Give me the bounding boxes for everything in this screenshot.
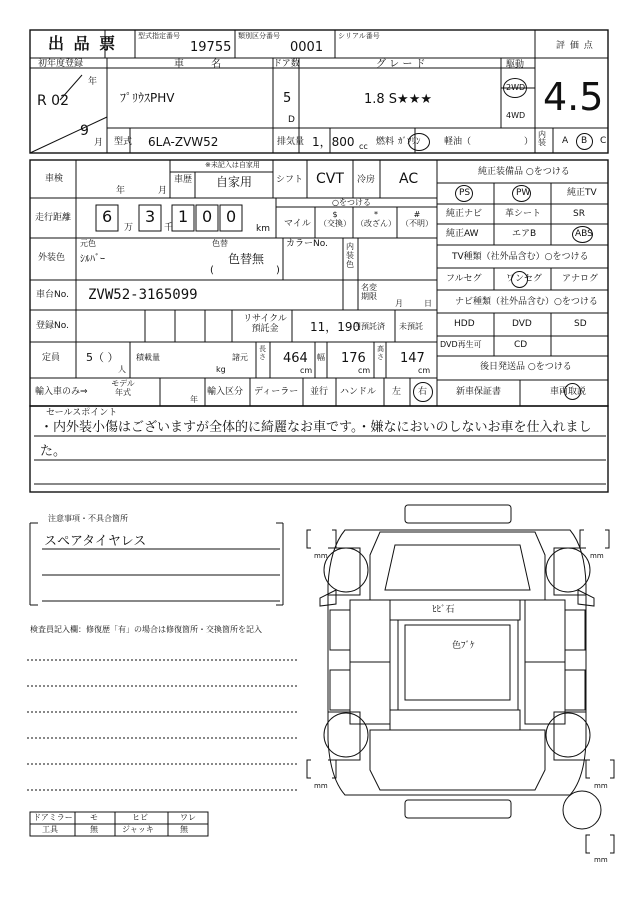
equip-sr: SR [573, 209, 585, 219]
door-type: D [288, 115, 295, 125]
name-change-month: 月 [395, 299, 403, 308]
sales-point-line-1: ・内外装小傷はございますが全体的に綺麗なお車です。・嫌なにおいのしないお車を仕入れまし [40, 420, 592, 435]
orig-color-label: 元色 [80, 239, 96, 248]
width-unit: cm [358, 366, 371, 375]
interior-color-label: 内装色 [346, 242, 354, 269]
color-no-label: カラーNo. [286, 239, 328, 249]
mm-rear-left: mm [314, 782, 328, 790]
equip-pw-circle [512, 185, 531, 202]
cd-label: CD [514, 340, 528, 350]
notes-line-1: スペアタイヤレス [44, 534, 147, 549]
mileage-digit-3: 1 [178, 207, 189, 226]
load-label: 積載量 [136, 353, 160, 362]
fuel-close: ） [524, 137, 534, 147]
tv-oneseg-circle [511, 271, 528, 288]
doors-label: ドア数 [273, 59, 300, 69]
mileage-digit-4: 0 [202, 207, 213, 226]
height-value: 147 [400, 351, 425, 366]
history-note: ※未記入は自家用 [205, 161, 260, 169]
month-unit: 月 [94, 138, 104, 148]
legend-tool: 工具 [42, 825, 58, 834]
length-unit: cm [300, 366, 313, 375]
import-year-unit: 年 [190, 395, 198, 404]
capacity-label: 定員 [42, 353, 61, 363]
drive-4wd: 4WD [506, 111, 526, 120]
name-change-day: 日 [424, 299, 432, 308]
capacity-unit: 人 [118, 365, 126, 374]
shift-label: シフト [276, 175, 304, 185]
car-name-label: 車 名 [174, 59, 234, 70]
shaken-month-unit: 月 [158, 186, 168, 196]
recycle-value: 11，190 [310, 320, 361, 334]
interior-b: B [581, 136, 588, 146]
width-value: 176 [341, 351, 366, 366]
equip-navi: 純正ナビ [446, 209, 483, 219]
recycle-unit: 円預託済 [353, 322, 385, 331]
ac-label: 冷房 [357, 175, 376, 185]
history-label: 車歴 [174, 175, 193, 185]
glass-chip-note: ﾋﾋﾞ石 [432, 605, 455, 615]
equip-abs: ABS [575, 229, 593, 239]
name-change-label: 名変期限 [361, 283, 377, 301]
shaken-label: 車検 [45, 174, 64, 184]
fuel-gasoline-circle [408, 133, 430, 151]
paint-note: 色ﾌﾞｹ [452, 641, 475, 651]
tamper-label: * （改ざん） [356, 210, 396, 229]
mileage-digit-5: 0 [226, 207, 237, 226]
mm-front-right: mm [590, 552, 604, 560]
interior-c: C [600, 136, 607, 146]
chassis-label: 車台No. [36, 290, 69, 300]
equip-aw: 純正AW [446, 229, 479, 239]
sen-unit: 千 [164, 223, 174, 233]
model-no: 19755 [190, 40, 232, 55]
equip-pw: PW [516, 188, 531, 198]
legend-doormirror: ドアミラー [33, 813, 73, 822]
repaint-label: 色替 [212, 239, 228, 248]
sales-point-line-2: た。 [40, 444, 67, 459]
warranty-label: 新車保証書 [456, 387, 502, 397]
length-label: 長さ [259, 345, 266, 361]
dims-label: 諸元 [232, 353, 248, 362]
color-row-label: 外装色 [38, 253, 66, 263]
recycle-pending: 未預託 [399, 322, 423, 331]
equip-abs-circle [572, 226, 593, 243]
score-label: 評 価 点 [556, 41, 594, 51]
mileage-digit-2: 3 [145, 207, 156, 226]
legend-ware: ワレ [180, 813, 196, 822]
navi-dvd: DVD [512, 319, 532, 329]
km-unit: km [256, 224, 270, 234]
score-value: 4.5 [543, 75, 604, 119]
form-title: 出 品 票 [48, 34, 118, 53]
legend-jack-value: 無 [180, 825, 188, 834]
navi-sd: SD [574, 319, 587, 329]
orig-color: ｼﾙﾊﾞｰ [80, 254, 105, 265]
handle-right-circle [413, 382, 433, 402]
dealer-label: ディーラー [254, 387, 299, 397]
width-label: 幅 [317, 353, 325, 362]
man-unit: 万 [124, 223, 134, 233]
equip-ps-circle [455, 185, 473, 202]
shaken-year-unit: 年 [116, 186, 126, 196]
handle-left: 左 [392, 387, 402, 397]
tv-fullseg: フルセグ [446, 274, 482, 284]
type-label: 型式 [114, 137, 133, 147]
load-unit: kg [216, 365, 226, 374]
dvd-playback: DVD再生可 [440, 340, 482, 349]
repaint-paren-close: ) [276, 265, 280, 276]
manual-label: 車両取説 [550, 387, 587, 397]
height-label: 高さ [377, 345, 384, 361]
first-reg-month: 9 [80, 123, 89, 139]
tv-oneseg: ワンセグ [506, 274, 543, 284]
notes-label: 注意事項・不具合箇所 [48, 514, 128, 523]
history-value: 自家用 [216, 175, 253, 189]
navi-title: ナビ種類（社外品含む）○をつける [455, 297, 598, 307]
mm-spare: mm [594, 856, 608, 864]
drive-2wd-circle [503, 78, 527, 98]
height-unit: cm [418, 366, 431, 375]
parallel-label: 並行 [310, 387, 329, 397]
mileage-check-note: ○をつける [332, 198, 371, 207]
first-reg-label: 初年度登録 [38, 59, 84, 69]
year-unit: 年 [88, 77, 98, 87]
capacity-value: 5（ ） [86, 351, 119, 364]
tv-title: TV種類（社外品含む）○をつける [452, 252, 589, 262]
chassis-value: ZVW52-3165099 [88, 287, 198, 303]
displacement-value: 1，800 [312, 135, 355, 149]
fuel-gasoline: ｶﾞｿﾘﾝ [398, 137, 421, 147]
repaint-value: 色替無 [228, 252, 265, 266]
mileage-digit-1: 6 [102, 207, 113, 226]
handle-label: ハンドル [340, 387, 377, 397]
class-no-label: 類別区分番号 [238, 32, 280, 40]
unknown-label: # （不明） [401, 210, 433, 229]
later-title: 後日発送品 ○をつける [480, 362, 572, 372]
legend-hibi: ヒビ [132, 813, 148, 822]
import-type-label: 輸入区分 [207, 387, 244, 397]
displacement-label: 排気量 [277, 137, 305, 147]
displacement-unit: cc [359, 142, 368, 151]
interior-b-circle [576, 133, 593, 150]
import-label: 輸入車のみ⇒ [35, 387, 88, 397]
exchange-label: $ （交換） [319, 210, 351, 229]
grade-value: 1.8 S★★★ [364, 92, 433, 107]
manual-circle [564, 383, 581, 400]
equip-leather: 革シート [505, 209, 542, 219]
length-value: 464 [283, 351, 308, 366]
equip-airbag: エアB [512, 229, 537, 239]
model-year-label: モデル年式 [111, 379, 135, 397]
equipment-title: 純正装備品 ○をつける [478, 167, 570, 177]
navi-hdd: HDD [454, 319, 475, 329]
doors-value: 5 [283, 91, 292, 106]
repaint-paren-open: ( [210, 265, 214, 276]
drive-2wd: 2WD [506, 83, 526, 92]
equip-ps: PS [459, 188, 471, 198]
drive-label: 駆動 [506, 60, 525, 70]
tv-analog: アナログ [562, 274, 599, 284]
recycle-label: リサイクル預託金 [243, 314, 287, 335]
handle-right: 右 [418, 387, 428, 397]
first-reg-era: R 02 [37, 93, 69, 109]
ac-value: AC [399, 171, 419, 187]
mm-rear-right: mm [594, 782, 608, 790]
type-value: 6LA-ZVW52 [148, 135, 219, 149]
grade-label: グ レ ー ド [376, 59, 426, 70]
model-no-label: 型式指定番号 [138, 32, 180, 40]
inspector-label: 検査員記入欄：修復歴「有」の場合は修復箇所・交換箇所を記入 [30, 625, 262, 634]
sales-point-label: セールスポイント [46, 408, 118, 418]
interior-a: A [562, 136, 569, 146]
equip-tv: 純正TV [567, 188, 597, 198]
shift-value: CVT [316, 171, 344, 187]
car-name: ﾌﾟﾘｳｽPHV [120, 91, 175, 105]
mile-label: マイル [284, 219, 311, 229]
serial-label: シリアル番号 [338, 32, 380, 40]
fuel-label: 燃料 [376, 137, 395, 147]
legend-mo: モ [90, 813, 98, 822]
legend-tool-value: 無 [90, 825, 98, 834]
fuel-diesel: 軽油（ [444, 137, 472, 147]
legend-jack: ジャッキ [122, 825, 154, 834]
class-no: 0001 [290, 40, 324, 55]
mm-front-left: mm [314, 552, 328, 560]
interior-label: 内装 [538, 130, 546, 147]
mileage-label: 走行距離 [35, 213, 72, 223]
reg-no-label: 登録No. [36, 321, 69, 331]
